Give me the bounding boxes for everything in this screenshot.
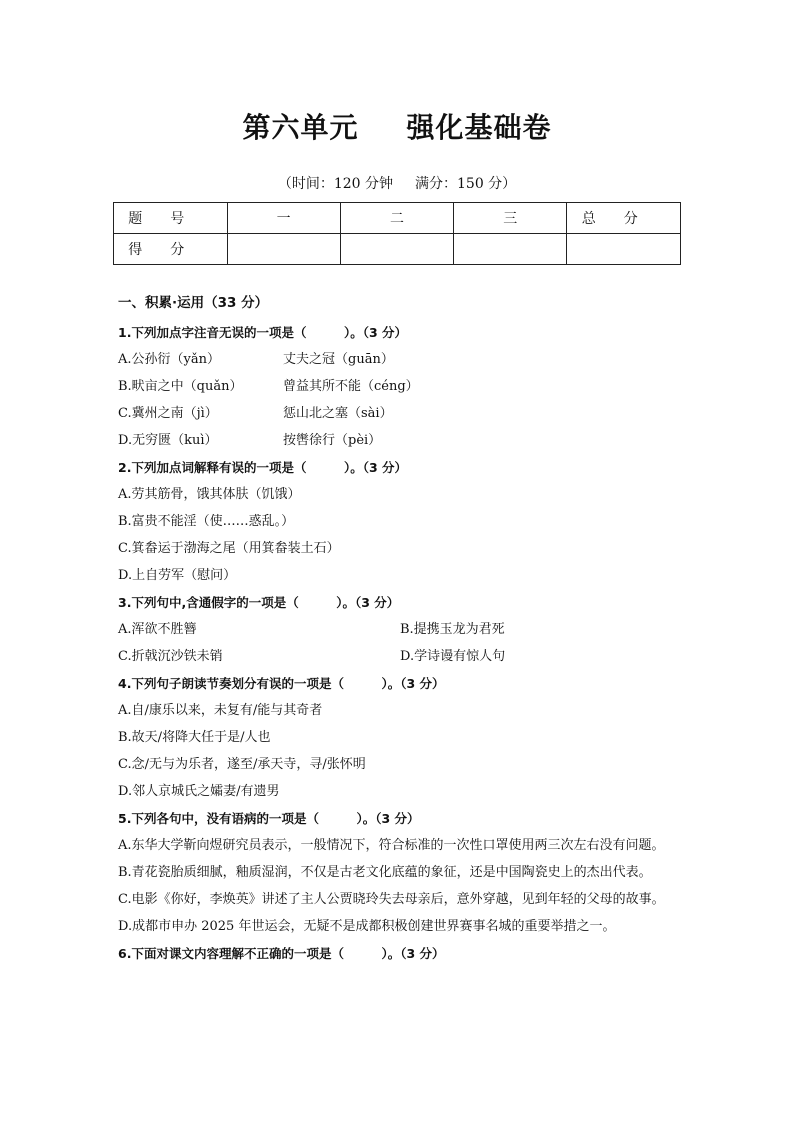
score-table-score-row (114, 234, 681, 265)
section-heading: 一、积累·运用（33 分） (118, 295, 269, 311)
question-stem: 5.下列各句中，没有语病的一项是（ ）。（3 分） (118, 811, 420, 826)
score-cell-blank (227, 234, 340, 265)
option: 曾益其所不能（céng） (283, 379, 419, 394)
option-row (118, 643, 688, 670)
option: A.公孙衍（yǎn） (118, 352, 220, 367)
score-cell-header: 一 (227, 203, 340, 234)
score-cell-blank (567, 234, 681, 265)
option: B.提携玉龙为君死 (400, 622, 505, 637)
option-row (118, 427, 688, 454)
option: B.青花瓷胎质细腻，釉质湿润，不仅是古老文化底蕴的象征，还是中国陶瓷史上的杰出代表。 (118, 865, 652, 880)
option: A.劳其筋骨，饿其体肤（饥饿） (118, 487, 301, 502)
score-cell-label: 题号 (114, 203, 228, 234)
option: D.无穷匮（kuì） (118, 433, 218, 448)
score-cell-header: 总分 (567, 203, 681, 234)
exam-content (118, 290, 688, 967)
option: D.学诗谩有惊人句 (400, 649, 506, 664)
score-cell-header: 三 (454, 203, 567, 234)
title-paper: 强化基础卷 (406, 111, 552, 144)
option: A.浑欲不胜簪 (118, 622, 197, 637)
title-unit: 第六单元 (242, 111, 359, 144)
score-table-header-row (114, 203, 681, 234)
question-stem: 4.下列句子朗读节奏划分有误的一项是（ ）。（3 分） (118, 676, 445, 691)
option: 按辔徐行（pèi） (283, 433, 382, 448)
score-table (113, 202, 681, 265)
score-cell-label: 得分 (114, 234, 228, 265)
score-cell-header: 二 (340, 203, 453, 234)
option: B.故天/将降大任于是/人也 (118, 730, 271, 745)
score-cell-blank (454, 234, 567, 265)
exam-time: （时间：120 分钟 (277, 176, 393, 192)
option: A.自/康乐以来，未复有/能与其奇者 (118, 703, 323, 718)
option: D.成都市申办 2025 年世运会，无疑不是成都积极创建世界赛事名城的重要举措之一。 (118, 919, 616, 934)
page-title (0, 106, 794, 146)
option: 惩山北之塞（sài） (283, 406, 393, 421)
option: C.电影《你好，李焕英》讲述了主人公贾晓玲失去母亲后，意外穿越，见到年轻的父母的故事。 (118, 892, 665, 907)
exam-info (0, 173, 794, 193)
option: D.上自劳军（慰问） (118, 568, 237, 583)
question-stem: 1.下列加点字注音无误的一项是（ ）。（3 分） (118, 325, 407, 340)
exam-full-score: 满分：150 分） (415, 176, 517, 192)
option: C.念/无与为乐者，遂至/承天寺，寻/张怀明 (118, 757, 366, 772)
option: A.东华大学靳向煜研究员表示，一般情况下，符合标准的一次性口罩使用两三次左右没有问题。 (118, 838, 665, 853)
question-stem: 6.下面对课文内容理解不正确的一项是（ ）。（3 分） (118, 946, 445, 961)
option: B.畎亩之中（quǎn） (118, 379, 243, 394)
score-cell-blank (340, 234, 453, 265)
option-row (118, 616, 688, 643)
option: C.折戟沉沙铁未销 (118, 649, 223, 664)
option: D.邻人京城氏之孀妻/有遗男 (118, 784, 280, 799)
option: C.冀州之南（jì） (118, 406, 218, 421)
option: 丈夫之冠（guān） (283, 352, 394, 367)
question-stem: 3.下列句中,含通假字的一项是（ ）。（3 分） (118, 595, 400, 610)
option-row (118, 346, 688, 373)
option: B.富贵不能淫（使……惑乱。） (118, 514, 295, 529)
option-row (118, 373, 688, 400)
question-stem: 2.下列加点词解释有误的一项是（ ）。（3 分） (118, 460, 407, 475)
option-row (118, 400, 688, 427)
option: C.箕畚运于渤海之尾（用箕畚装土石） (118, 541, 340, 556)
